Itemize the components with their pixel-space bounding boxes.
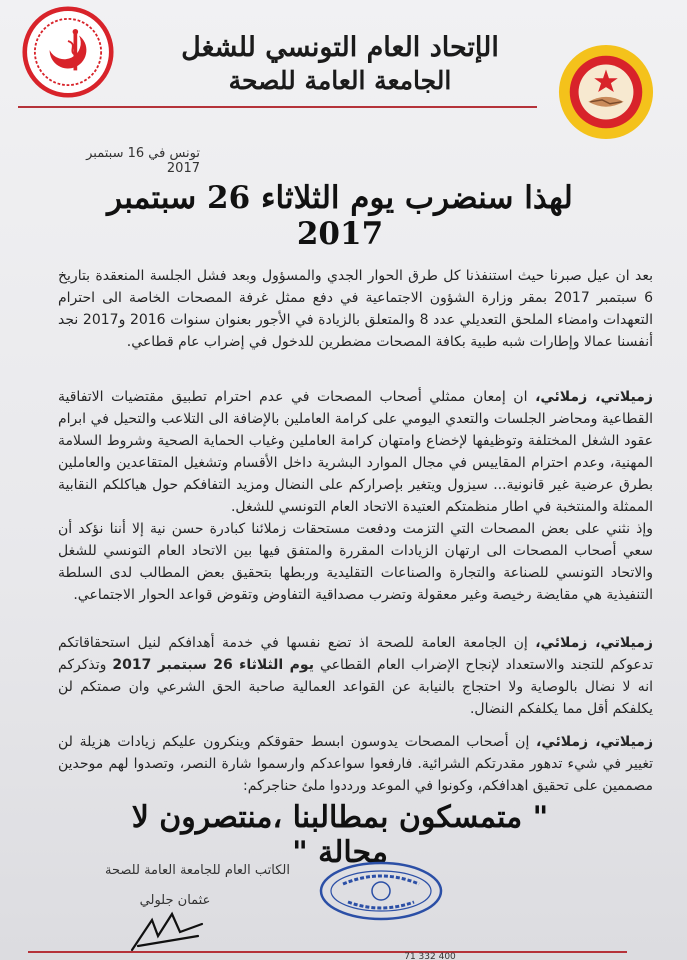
official-stamp xyxy=(318,860,444,922)
footer-divider xyxy=(28,951,627,953)
paragraph-5-lead: زميلاتي، زملائي، xyxy=(536,734,654,750)
paragraph-4-body-b: وتذكركم انه لا نضال بالوصاية ولا احتجاج بالنيابة عن القواعد العمالية صاحبة الحق الشرعي وان صمتكم لن يكلفكم أقل مما يكلفكم النضال. xyxy=(58,657,653,717)
handwritten-signature xyxy=(128,906,208,956)
paragraph-4-body-a: إن الجامعة العامة للصحة اذ تضع نفسها في خدمة أهدافكم لنيل استحقاقاتكم تدعوكم للتجند والاستعداد لإنجاح الإضراب العام القطاعي xyxy=(58,635,654,673)
paragraph-4-lead: زميلاتي، زملائي، xyxy=(535,635,653,651)
paragraph-5-body: إن أصحاب المصحات يدوسون ابسط حقوقكم وينكرون عليكم زيادات هزيلة لن تغيير في شيء تدهور مقدرتكم الشرائية. فارفعوا سواعدكم وارسموا شارة النصر، وتصدوا لهم موحدين مصممين على تحقيق اهدافكم، وكونوا في الموعد ورددوا ملئ حناجركم: xyxy=(58,734,653,794)
paragraph-1: بعد ان عيل صبرنا حيث استنفذنا كل طرق الحوار الجدي والمسؤول وبعد فشل الجلسة المنعقدة بتاريخ 6 سبتمبر 2017 بمقر وزارة الشؤون الاجتماعية في دفع ممثل غرفة المصحات الخاصة الى احترام التعهدات وامضاء الملحق التعديلي عدد 8 والمتعلق بالزيادة في الأجور بعنوان سنوات 2016 و2017 نجد أنفسنا عمالا وإطارات شبه طبية بكافة المصحات مضطرين للدخول في إضراب عام قطاعي. xyxy=(58,268,654,350)
footer-phone: 71 332 400 xyxy=(404,952,456,960)
strike-date: يوم الثلاثاء 26 سبتمبر 2017 xyxy=(112,657,314,673)
paragraph-2-body: ان إمعان ممثلي أصحاب المصحات في عدم احترام تطبيق مقتضيات الاتفاقية القطاعية ومحاضر الجلسات والتعدي اليومي على كرامة العاملين بالإضافة الى التلاعب والتحيل في ابرام عقود الشغل المختلفة وتوظيفها لإخضاع وامتهان كرامة العاملين وغياب الحماية الصحية وشروط السلامة المهنية، وعدم احترام المقاييس في مجال الموارد البشرية داخل الأقسام وتشغيل المتقاعدين والعاملين بطرق عرضية غير قانونية... سيزول ويتغير بإصراركم على النضال ومزيد التفافكم حول هياكلكم النقابية الممثلة والمنتخبة في اطار منظمتكم العتيدة الاتحاد العام التونسي للشغل. xyxy=(58,389,653,515)
federation-name: الجامعة العامة للصحة xyxy=(228,66,452,95)
letter-date: تونس في 16 سبتمبر 2017 xyxy=(86,146,200,176)
paragraph-2 xyxy=(58,386,653,518)
union-name: الإتحاد العام التونسي للشغل xyxy=(181,32,499,63)
health-federation-logo xyxy=(22,6,114,98)
signatory-title: الكاتب العام للجامعة العامة للصحة xyxy=(105,863,290,878)
paragraph-3: وإذ نثني على بعض المصحات التي التزمت ودفعت مستحقات زملائنا كبادرة حسن نية إلا أننا نؤكد أن سعي أصحاب المصحات الى ارتهان الزيادات المقررة والمتفق فيها بين الاتحاد العام التونسي للشغل والاتحاد التونسي للصناعة والتجارة والصناعات التقليدية وربطها بتحقيق بعض المطالب لدى السلطة التنفيذية هي مقايضة رخيصة وغير معقولة وتضرب مصداقية التفاوض وتقوض قواعد الحوار الاجتماعي. xyxy=(58,521,653,603)
header-divider xyxy=(18,106,537,108)
paragraph-4 xyxy=(58,632,653,720)
signatory-name: عثمان جلولي xyxy=(139,893,211,908)
paragraph-2-lead: زميلاتي، زملائي، xyxy=(535,389,653,405)
letter-title: لهذا سنضرب يوم الثلاثاء 26 سبتمبر 2017 xyxy=(107,180,573,252)
paragraph-5 xyxy=(58,731,653,797)
ugtt-logo xyxy=(557,43,655,141)
slogan: " متمسكون بمطالبنا ،منتصرون لا محالة " xyxy=(131,800,549,870)
